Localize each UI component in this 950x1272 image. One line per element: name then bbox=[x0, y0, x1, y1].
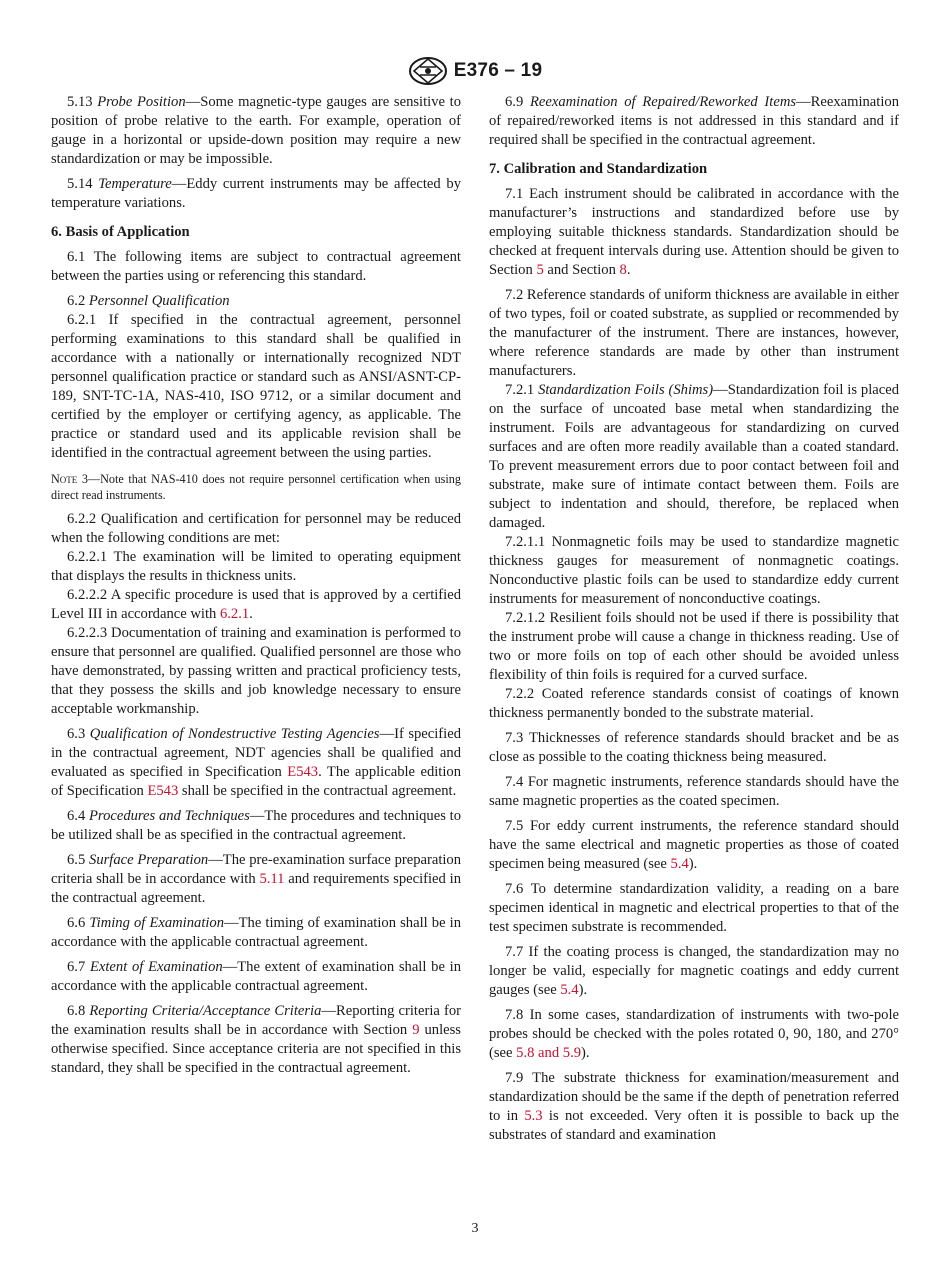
section-7-2: 7.2 Reference standards of uniform thickness are available in either of two types, foil or coated substrate, as supplied or recommended by the manufacturer of the instrument. There are instances, however, where reference standards are made by other than instrument manufacturers. bbox=[489, 287, 899, 379]
section-7-2-2: 7.2.2 Coated reference standards consist of coatings of known thickness permanently bonded to the substrate material. bbox=[489, 686, 899, 721]
document-designation: E376 – 19 bbox=[453, 60, 543, 81]
section-6-4: 6.4 Procedures and Techniques—The procedures and techniques to be utilized shall be as specified in the contractual agreement. bbox=[51, 808, 461, 843]
section-6-7: 6.7 Extent of Examination—The extent of examination shall be in accordance with the applicable contractual agreement. bbox=[51, 959, 462, 994]
section-5-13: 5.13 Probe Position—Some magnetic-type gauges are sensitive to position of probe relative to the earth. For example, operation of gauge in a horizontal or upside-down position may require a new standardization or may be impossible. bbox=[51, 94, 462, 167]
section-7-9: 7.9 The substrate thickness for examination/measurement and standardization should be the same if the depth of penetration referred to in 5.3 is not exceeded. Very often it is possible to back up the substrates of standard and examination bbox=[489, 1070, 899, 1143]
section-7-7: 7.7 If the coating process is changed, the standardization may no longer be valid, especially for magnetic coatings and eddy current gauges (see 5.4). bbox=[489, 944, 899, 998]
section-6-3: 6.3 Qualification of Nondestructive Testing Agencies—If specified in the contractual agreement, NDT agencies shall be qualified and evaluated as specified in Specification E543. The applicable edition of Specification E543 shall be specified in the contractual agreement. bbox=[51, 726, 462, 799]
astm-logo-icon bbox=[408, 56, 448, 86]
ref-link-section-9[interactable]: 9 bbox=[412, 1022, 420, 1038]
section-6-8: 6.8 Reporting Criteria/Acceptance Criteria—Reporting criteria for the examination results shall be in accordance with Section 9 unless otherwise specified. Since acceptance criteria are not specified in this standard, they shall be specified in the contractual agreement. bbox=[51, 1003, 462, 1076]
section-7-6: 7.6 To determine standardization validity, a reading on a bare specimen identical in magnetic and electrical properties to that of the test specimen substrate is recommended. bbox=[489, 881, 899, 935]
section-6-heading: 6. Basis of Application bbox=[51, 224, 190, 240]
section-6-2: 6.2 Personnel Qualification bbox=[67, 293, 230, 309]
ref-link-section-8[interactable]: 8 bbox=[619, 262, 627, 278]
note-3: Note 3—Note that NAS-410 does not require personnel certification when using direct read instruments. bbox=[51, 472, 461, 502]
ref-link-5-4[interactable]: 5.4 bbox=[670, 856, 689, 872]
section-7-2-1: 7.2.1 Standardization Foils (Shims)—Standardization foil is placed on the surface of uncoated base metal when standardizing the instrument. Foils are advantageous for standardizing on curved surfaces and are often more readily available than a coated standard. To prevent measurement errors due to poor contact between foil and substrate, make sure of intimate contact between them. Foils are subject to indentation and should, therefore, be replaced when damaged. bbox=[489, 382, 899, 531]
section-7-1: 7.1 Each instrument should be calibrated in accordance with the manufacturer’s instructions and standardized before use by employing suitable thickness standards. Standardization should be checked at frequent intervals during use. Attention should be given to Section 5 and Section 8. bbox=[489, 186, 899, 278]
section-7-3: 7.3 Thicknesses of reference standards should bracket and be as close as possible to the coating thickness being measured. bbox=[489, 730, 899, 765]
section-6-2-1: 6.2.1 If specified in the contractual agreement, personnel performing examinations to this standard shall be qualified in accordance with a nationally or internationally recognized NDT personnel qualification practice or standard such as ANSI/ASNT-CP-189, SNT-TC-1A, NAS-410, ISO 9712, or a similar document and certified by the employer or certifying agency, as applicable. The practice or standard used and its applicable revision shall be identified in the contractual agreement between the using parties. bbox=[51, 312, 461, 461]
ref-link-5-11[interactable]: 5.11 bbox=[259, 871, 285, 887]
ref-link-e543[interactable]: E543 bbox=[287, 764, 319, 780]
right-column bbox=[489, 93, 899, 1145]
section-7-8: 7.8 In some cases, standardization of instruments with two-pole probes should be checked with the poles rotated 0, 90, 180, and 270° (see 5.8 and 5.9). bbox=[489, 1007, 899, 1061]
section-6-2-2-2: 6.2.2.2 A specific procedure is used that is approved by a certified Level III in accordance with 6.2.1. bbox=[51, 587, 461, 622]
section-6-9: 6.9 Reexamination of Repaired/Reworked Items—Reexamination of repaired/reworked items is not addressed in this standard and if required shall be specified in the contractual agreement. bbox=[489, 94, 899, 148]
section-6-2-2-3: 6.2.2.3 Documentation of training and examination is performed to ensure that personnel are qualified. Qualified personnel are those who have demonstrated, by passing written and practical proficiency tests, that they possess the skills and job knowledge necessary to ensure acceptable workmanship. bbox=[51, 625, 461, 717]
section-6-1: 6.1 The following items are subject to contractual agreement between the parties using or referencing this standard. bbox=[51, 249, 461, 284]
section-7-2-1-1: 7.2.1.1 Nonmagnetic foils may be used to standardize magnetic thickness gauges for measurement of nonmagnetic coatings. Nonconductive plastic foils can be used to standardize eddy current instruments for measurement of nonconductive coatings. bbox=[489, 534, 899, 607]
section-5-14: 5.14 Temperature—Eddy current instruments may be affected by temperature variations. bbox=[51, 176, 461, 211]
page-number: 3 bbox=[471, 1221, 479, 1236]
ref-link-section-5[interactable]: 5 bbox=[536, 262, 544, 278]
section-6-2-2: 6.2.2 Qualification and certification for personnel may be reduced when the following conditions are met: bbox=[51, 511, 461, 546]
section-7-5: 7.5 For eddy current instruments, the reference standard should have the same electrical and magnetic properties as those of coated specimen being measured (see 5.4). bbox=[489, 818, 899, 872]
section-7-2-1-2: 7.2.1.2 Resilient foils should not be used if there is possibility that the instrument probe will cause a change in thickness reading. Use of two or more foils on top of each other should be avoided unless flexibility of thin foils is required for a curved surface. bbox=[489, 610, 899, 683]
left-column bbox=[51, 93, 461, 1078]
ref-link-5-4-b[interactable]: 5.4 bbox=[560, 982, 579, 998]
section-7-4: 7.4 For magnetic instruments, reference standards should have the same magnetic properties as the coated specimen. bbox=[489, 774, 899, 809]
ref-link-6-2-1[interactable]: 6.2.1 bbox=[219, 606, 250, 622]
section-7-heading: 7. Calibration and Standardization bbox=[489, 161, 708, 177]
ref-link-5-8-5-9[interactable]: 5.8 and 5.9 bbox=[516, 1045, 582, 1061]
section-6-6: 6.6 Timing of Examination—The timing of examination shall be in accordance with the applicable contractual agreement. bbox=[51, 915, 462, 950]
section-6-2-2-1: 6.2.2.1 The examination will be limited to operating equipment that displays the results in thickness units. bbox=[51, 549, 461, 584]
section-6-5: 6.5 Surface Preparation—The pre-examination surface preparation criteria shall be in accordance with 5.11 and requirements specified in the contractual agreement. bbox=[51, 852, 462, 906]
page-header bbox=[0, 56, 950, 86]
ref-link-e543-2[interactable]: E543 bbox=[147, 783, 179, 799]
ref-link-5-3[interactable]: 5.3 bbox=[524, 1108, 543, 1124]
